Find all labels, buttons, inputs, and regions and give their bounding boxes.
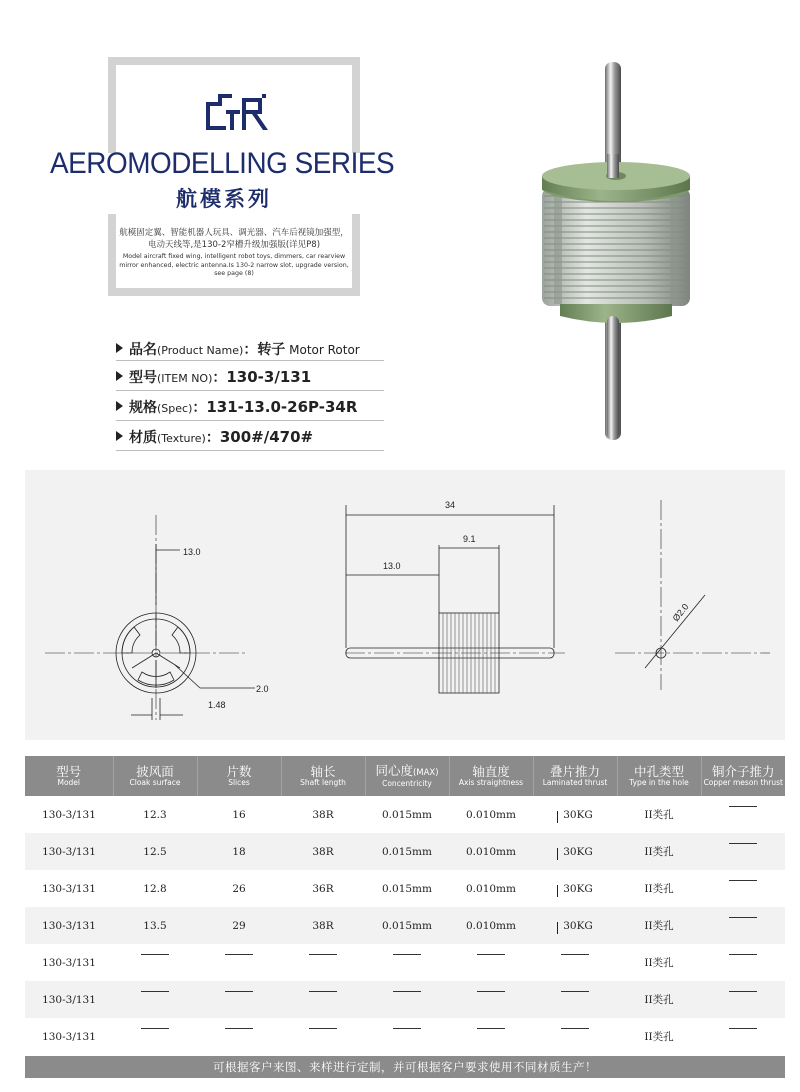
table-header-row — [25, 756, 785, 796]
col-header-model: 型号 Model — [25, 756, 113, 796]
dimension-front-diameter: 13.0 — [183, 547, 201, 557]
header-frame-right-lower — [352, 214, 360, 296]
header-frame-left-lower — [108, 214, 116, 296]
bullet-icon — [116, 371, 123, 381]
dimension-stack-length: 9.1 — [463, 534, 476, 544]
col-header-concentricity: 同心度(MAX) Concentricity — [365, 756, 449, 796]
dimension-slot-gap: 2.0 — [256, 684, 269, 694]
spec-divider — [116, 450, 384, 451]
motor-rotor-image — [530, 60, 710, 445]
col-header-shaft: 轴长 Shaft length — [281, 756, 365, 796]
dimension-shaft-offset: 13.0 — [383, 561, 401, 571]
col-header-slices: 片数 Slices — [197, 756, 281, 796]
col-header-copper: 铜介子推力 Copper meson thrust — [701, 756, 785, 796]
series-title-cn: 航模系列 — [176, 187, 272, 211]
series-description-cn: 航模固定翼、智能机器人玩具、调光器、汽车后视镜加强型，电动天线等,是130-2窄槽升级加强版(详见P8) — [119, 228, 349, 250]
footer-banner: 可根据客户来图、来样进行定制，并可根据客户要求使用不同材质生产！ — [25, 1056, 785, 1078]
technical-drawing-panel — [25, 470, 785, 740]
col-header-cloak: 披风面 Cloak surface — [113, 756, 197, 796]
dimension-shaft-diameter: Ø2.0 — [670, 601, 691, 624]
table-row: 130-3/131 II类孔 — [25, 944, 785, 981]
dimension-total-length: 34 — [445, 500, 456, 510]
spec-divider — [116, 390, 384, 391]
spec-divider — [116, 420, 384, 421]
col-header-thrust: 叠片推力 Laminated thrust — [533, 756, 617, 796]
bullet-icon — [116, 431, 123, 441]
table-row: 130-3/131 12.3 16 38R 0.015mm 0.010mm 30KG II类孔 — [25, 796, 785, 833]
bullet-icon — [116, 343, 123, 353]
spec-divider — [116, 360, 384, 361]
header-frame-right — [352, 57, 360, 153]
table-row: 130-3/131 II类孔 — [25, 1018, 785, 1055]
series-description-en: Model aircraft fixed wing, intelligent robot toys, dimmers, car rearview mirror enhanced, electric antenna.Is 130-2 narrow slot, upgrade version, see page (8) — [119, 253, 349, 278]
spec-item-no: 型号(ITEM NO)：130-3/131 — [116, 367, 311, 387]
col-header-hole: 中孔类型 Type in the hole — [617, 756, 701, 796]
header-frame-top — [108, 57, 360, 65]
col-header-axis: 轴直度 Axis straightness — [449, 756, 533, 796]
header-frame-bottom — [108, 288, 360, 296]
bullet-icon — [116, 401, 123, 411]
brand-logo-icon — [200, 88, 280, 138]
table-row: 130-3/131 12.5 18 38R 0.015mm 0.010mm 30KG II类孔 — [25, 833, 785, 870]
specification-table — [25, 756, 785, 1055]
series-title-en: AEROMODELLING SERIES — [50, 147, 395, 180]
table-row: 130-3/131 12.8 26 36R 0.015mm 0.010mm 30KG II类孔 — [25, 870, 785, 907]
header-frame-left — [108, 57, 116, 153]
spec-product-name: 品名(Product Name)：转子 Motor Rotor — [116, 339, 360, 359]
dimension-tooth-width: 1.48 — [208, 700, 226, 710]
table-row: 130-3/131 13.5 29 38R 0.015mm 0.010mm 30KG II类孔 — [25, 907, 785, 944]
table-row: 130-3/131 II类孔 — [25, 981, 785, 1018]
spec-texture: 材质(Texture)：300#/470# — [116, 427, 313, 447]
spec-spec: 规格(Spec)：131-13.0-26P-34R — [116, 397, 357, 417]
